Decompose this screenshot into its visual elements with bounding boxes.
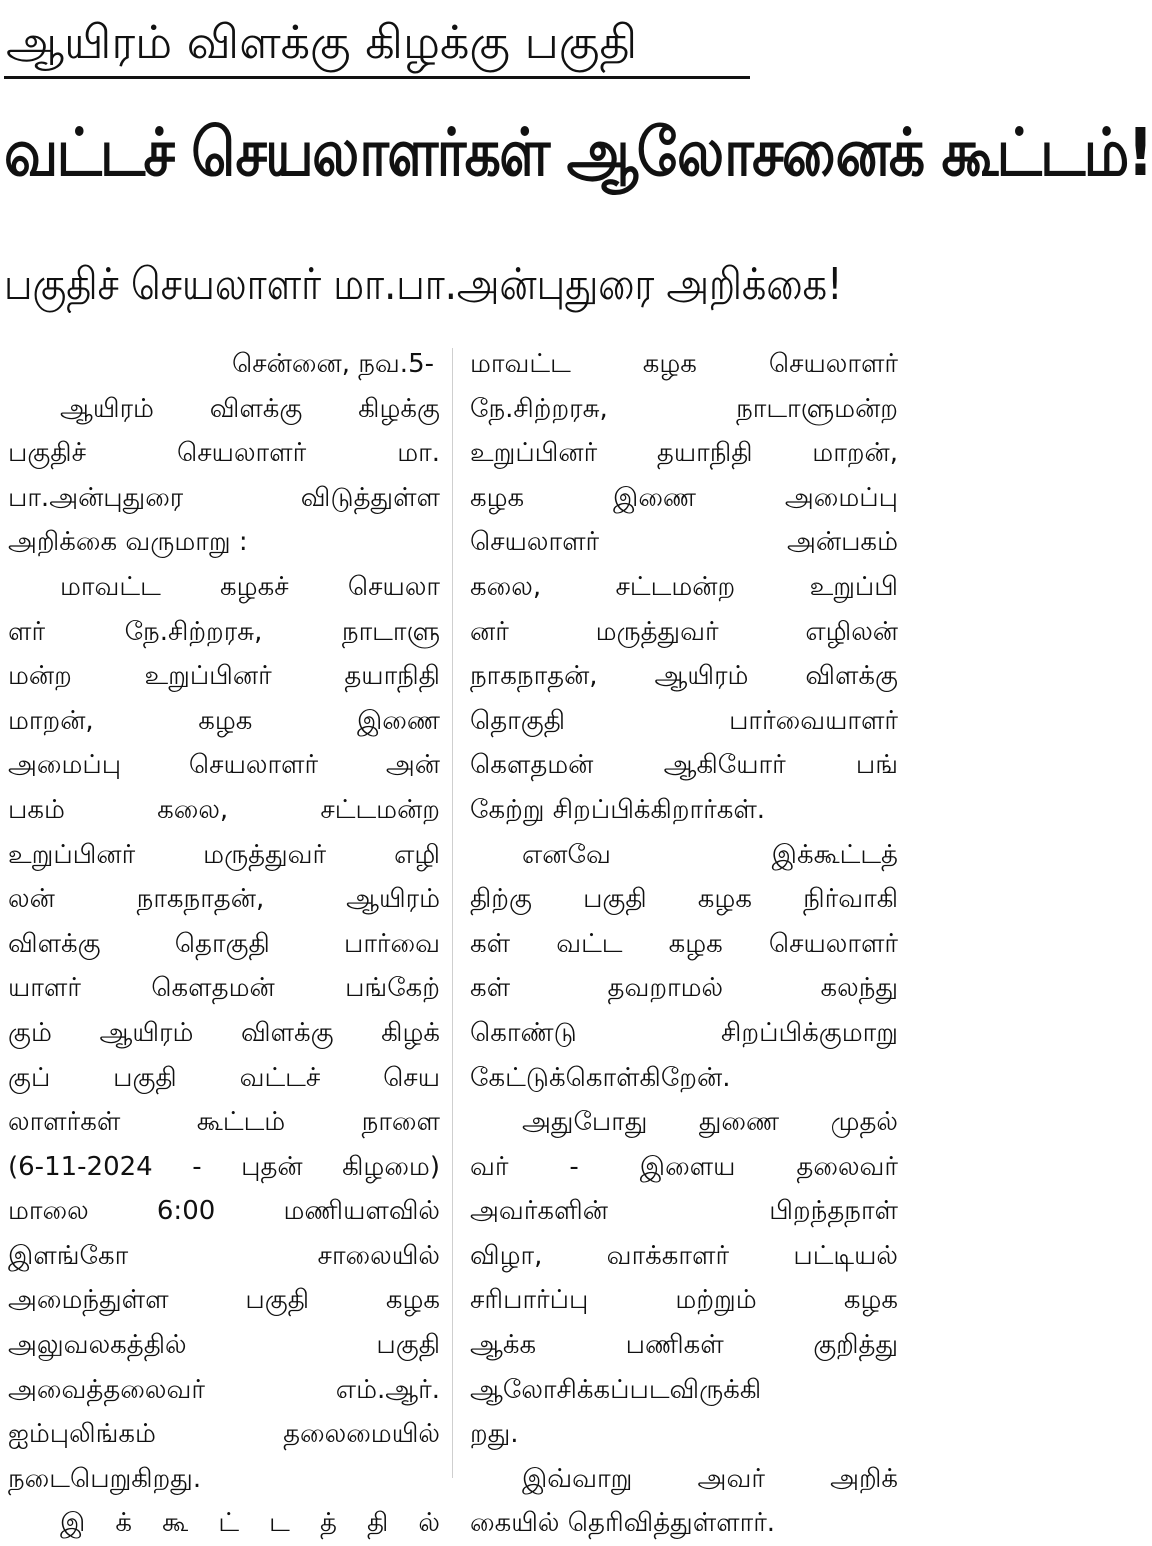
body-line: அவர்களின் பிறந்தநாள் [470, 1196, 898, 1227]
body-line: அமைந்துள்ள பகுதி கழக [8, 1285, 440, 1316]
subheadline: பகுதிச் செயலாளர் மா.பா.அன்புதுரை அறிக்கை! [4, 259, 843, 310]
body-line: சரிபார்ப்பு மற்றும் கழக [470, 1285, 898, 1316]
body-line: உறுப்பினர் தயாநிதி மாறன், [470, 438, 898, 469]
article-column-left [8, 342, 440, 1546]
body-line: ஆலோசிக்கப்படவிருக்கி [470, 1374, 762, 1405]
dateline: சென்னை, நவ.5- [232, 349, 434, 379]
body-line: றது. [470, 1419, 519, 1450]
body-line: லாளர்கள் கூட்டம் நாளை [8, 1107, 440, 1138]
body-line: கலை, சட்டமன்ற உறுப்பி [470, 571, 898, 602]
body-line: நடைபெறுகிறது. [8, 1463, 202, 1494]
body-line: மாவட்ட கழக செயலாளர் [470, 349, 898, 379]
body-line: கள் வட்ட கழக செயலாளர் [470, 928, 898, 959]
body-line: பகுதிச் செயலாளர் மா. [8, 438, 440, 469]
body-line: மாலை 6:00 மணியளவில் [8, 1196, 440, 1227]
column-divider [452, 348, 453, 1478]
body-line: இளங்கோ சாலையில் [8, 1240, 440, 1271]
body-line: அவைத்தலைவர் எம்.ஆர். [8, 1374, 440, 1405]
kicker-underline [4, 76, 750, 79]
body-line: திற்கு பகுதி கழக நிர்வாகி [470, 884, 898, 915]
body-line: ஐம்புலிங்கம் தலைமையில் [8, 1419, 440, 1450]
body-line: மாவட்ட கழகச் செயலா [60, 571, 440, 602]
body-line: செயலாளர் அன்பகம் [470, 527, 898, 558]
body-line: நே.சிற்றரசு, நாடாளுமன்ற [470, 393, 898, 424]
body-line: கொண்டு சிறப்பிக்குமாறு [470, 1017, 898, 1048]
body-line: அமைப்பு செயலாளர் அன் [8, 750, 440, 781]
body-line: கும் ஆயிரம் விளக்கு கிழக் [8, 1017, 440, 1048]
body-line: இ க் கூ ட் ட த் தி ல் [60, 1508, 440, 1539]
body-line: கேற்று சிறப்பிக்கிறார்கள். [470, 794, 766, 825]
body-line: அறிக்கை வருமாறு : [8, 527, 248, 558]
body-line: கௌதமன் ஆகியோர் பங் [470, 750, 898, 781]
body-line: பகம் கலை, சட்டமன்ற [8, 794, 440, 825]
body-line: உறுப்பினர் மருத்துவர் எழி [8, 839, 440, 870]
body-line: (6-11-2024 - புதன் கிழமை) [8, 1151, 440, 1182]
body-line: கேட்டுக்கொள்கிறேன். [470, 1062, 731, 1093]
body-line: யாளர் கௌதமன் பங்கேற் [8, 973, 440, 1004]
headline: வட்டச் செயலாளர்கள் ஆலோசனைக் கூட்டம்! [4, 114, 1152, 191]
body-line: தொகுதி பார்வையாளர் [470, 705, 898, 736]
body-line: கழக இணை அமைப்பு [470, 482, 898, 513]
body-line: ஆயிரம் விளக்கு கிழக்கு [60, 393, 440, 424]
body-line: அலுவலகத்தில் பகுதி [8, 1330, 440, 1361]
body-line: எனவே இக்கூட்டத் [522, 839, 898, 870]
body-line: லன் நாகநாதன், ஆயிரம் [8, 884, 440, 915]
body-line: விளக்கு தொகுதி பார்வை [8, 928, 440, 959]
body-line: அதுபோது துணை முதல் [522, 1107, 898, 1138]
body-line: கையில் தெரிவித்துள்ளார். [470, 1508, 776, 1539]
body-line: வர் - இளைய தலைவர் [470, 1151, 898, 1182]
body-line: விழா, வாக்காளர் பட்டியல் [470, 1240, 898, 1271]
kicker-heading: ஆயிரம் விளக்கு கிழக்கு பகுதி [6, 15, 638, 69]
body-line: கள் தவறாமல் கலந்து [470, 973, 898, 1004]
body-line: குப் பகுதி வட்டச் செய [8, 1062, 440, 1093]
body-line: ளர் நே.சிற்றரசு, நாடாளு [8, 616, 440, 647]
body-line: பா.அன்புதுரை விடுத்துள்ள [8, 482, 440, 513]
body-line: நாகநாதன், ஆயிரம் விளக்கு [470, 661, 898, 692]
body-line: ஆக்க பணிகள் குறித்து [470, 1330, 898, 1361]
body-line: னர் மருத்துவர் எழிலன் [470, 616, 898, 647]
body-line: மாறன், கழக இணை [8, 705, 440, 736]
body-line: மன்ற உறுப்பினர் தயாநிதி [8, 661, 440, 692]
body-line: இவ்வாறு அவர் அறிக் [522, 1463, 898, 1494]
article-column-right [470, 342, 898, 1546]
